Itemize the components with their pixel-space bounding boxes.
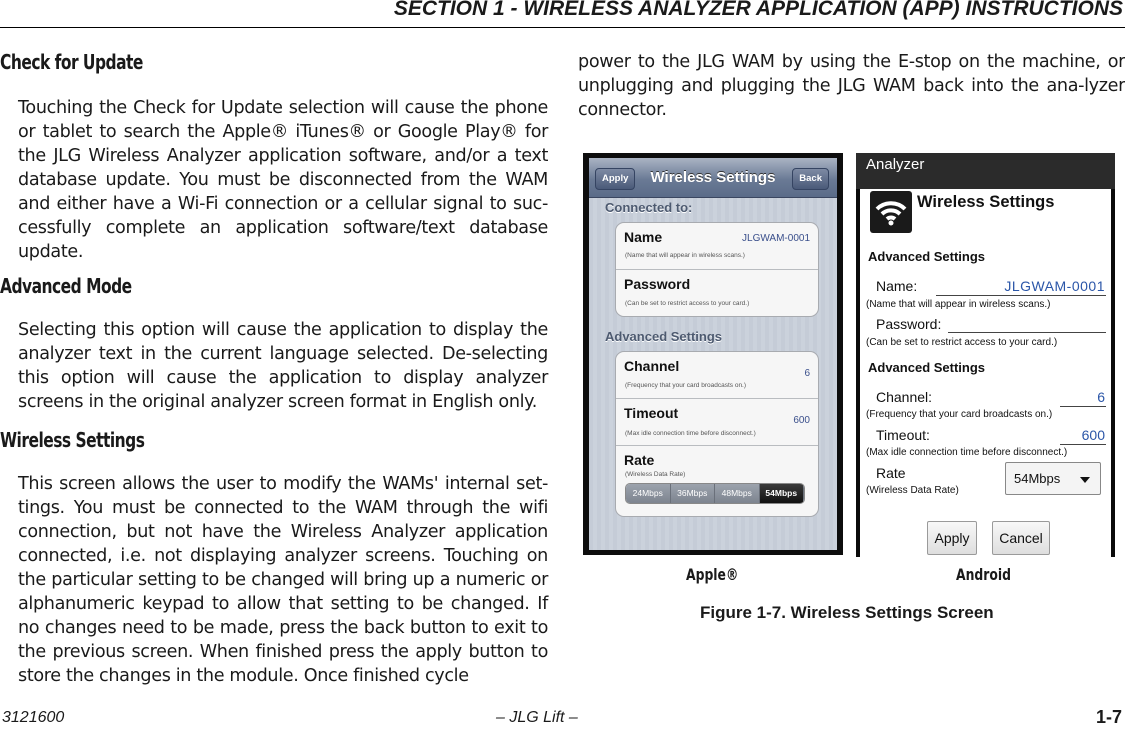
footer-page-number: 1-7 [1095,707,1122,727]
android-channel-hint: (Frequency that your card broadcasts on.) [866,409,1053,420]
android-channel-field[interactable]: 6 [1097,389,1105,405]
apple-rate-option[interactable]: 36Mbps [671,484,716,503]
apple-password-hint: (Can be set to restrict access to your card.) [625,300,750,307]
advanced-mode-text: Selecting this option will cause the application to display the analyzer text in the current language selected. De-selecting this option will cause the application to display analyzer screens in the original analyzer screen format in English only. [18,320,548,412]
apple-name-row[interactable] [616,223,818,270]
apple-password-row[interactable] [616,270,818,317]
wireless-settings-text: This screen allows the user to modify the WAMs' internal set-tings. You must be connected to the WAM through the wifi connection, but not have the Wireless Analyzer application connected, i.e. not displaying analyzer screens. Touching on the particular setting to be changed will bring up a numeric or alphanumeric keypad to allow that setting to be changed. If no changes need to be made, press the back button to exit to the previous screen. When finished press the apply button to store the changes in the module. Once finished cycle [18,474,548,686]
footer-center: – JLG Lift – [496,709,578,726]
apple-name-label: Name [624,229,663,245]
apple-advanced-group [615,351,819,517]
apple-timeout-row[interactable] [616,399,818,446]
heading-check-for-update: Check for Update [0,50,143,74]
android-rate-selected: 54Mbps [1014,471,1061,486]
android-name-field[interactable]: JLGWAM-0001 [1004,278,1105,294]
apple-timeout-value: 600 [793,415,810,426]
android-timeout-label: Timeout: [876,427,930,443]
apple-rate-option-selected[interactable]: 54Mbps [760,484,805,503]
android-timeout-field[interactable]: 600 [1081,427,1105,443]
header-rule [0,27,1125,28]
android-timeout-underline [1060,444,1106,445]
android-screenshot [856,153,1115,557]
apple-rate-option[interactable]: 24Mbps [626,484,671,503]
apple-password-label: Password [624,276,691,292]
android-rate-hint: (Wireless Data Rate) [866,485,959,496]
android-apply-button[interactable]: Apply [927,521,977,555]
android-screen-title: Wireless Settings [917,193,1055,211]
wireless-settings-text-continued: power to the JLG WAM by using the E-stop on the machine, or unplugging and plugging the JLG WAM back into the ana-lyzer connector. [578,52,1125,120]
android-name-underline [936,295,1106,296]
android-password-field[interactable] [948,332,1106,333]
apple-screenshot [583,153,843,555]
apple-channel-value: 6 [804,368,810,379]
apple-rate-row [616,446,818,516]
apple-timeout-hint: (Max idle connection time before disconnect.) [625,430,756,437]
apple-name-hint: (Name that will appear in wireless scans.) [625,252,745,259]
footer-doc-number: 3121600 [2,709,65,726]
heading-wireless-settings: Wireless Settings [0,428,145,452]
apple-rate-hint: (Wireless Data Rate) [625,471,686,478]
android-name-hint: (Name that will appear in wireless scans.) [866,299,1051,310]
apple-apply-button[interactable]: Apply [595,168,635,190]
apple-screen-title: Wireless Settings [650,169,776,186]
apple-connection-group [615,222,819,317]
apple-channel-hint: (Frequency that your card broadcasts on.) [625,382,747,389]
chevron-down-icon [1080,477,1090,483]
android-password-hint: (Can be set to restrict access to your card.) [866,337,1058,348]
android-name-label: Name: [876,278,918,294]
android-rate-label: Rate [876,465,906,481]
apple-advanced-settings-label: Advanced Settings [605,329,723,344]
apple-rate-option[interactable]: 48Mbps [715,484,760,503]
android-advanced-settings-1: Advanced Settings [868,249,986,264]
android-app-name: Analyzer [866,156,925,173]
apple-channel-label: Channel [624,358,680,374]
android-rate-dropdown[interactable] [1005,462,1101,495]
android-advanced-settings-2: Advanced Settings [868,360,986,375]
heading-advanced-mode: Advanced Mode [0,274,132,298]
apple-connected-to-label: Connected to: [605,200,693,215]
android-timeout-hint: (Max idle connection time before disconnect.) [866,447,1068,458]
apple-name-value: JLGWAM-0001 [742,233,810,244]
wifi-icon [870,191,912,233]
apple-nav-bar [589,158,837,198]
section-header: SECTION 1 - WIRELESS ANALYZER APPLICATION (APP) INSTRUCTIONS [393,0,1123,20]
apple-back-button[interactable]: Back [792,168,829,190]
android-channel-underline [1060,406,1106,407]
caption-android: Android [956,565,1011,584]
android-password-label: Password: [876,316,942,332]
check-for-update-text: Touching the Check for Update selection will cause the phone or tablet to search the Apple® iTunes® or Google Play® for the JLG Wireless Analyzer application software, and/or a text database update. You must be disconnected from the WAM and either have a Wi-Fi connection or a cellular signal to suc-cessfully complete an application software/text database update. [18,98,548,262]
apple-channel-row[interactable] [616,352,818,399]
apple-timeout-label: Timeout [624,405,679,421]
apple-rate-label: Rate [624,452,655,468]
apple-rate-segmented-control [625,483,805,504]
android-action-bar [856,153,1115,189]
caption-apple: Apple® [686,565,739,584]
figure-title: Figure 1-7. Wireless Settings Screen [700,603,994,622]
android-channel-label: Channel: [876,389,933,405]
android-cancel-button[interactable]: Cancel [992,521,1050,555]
